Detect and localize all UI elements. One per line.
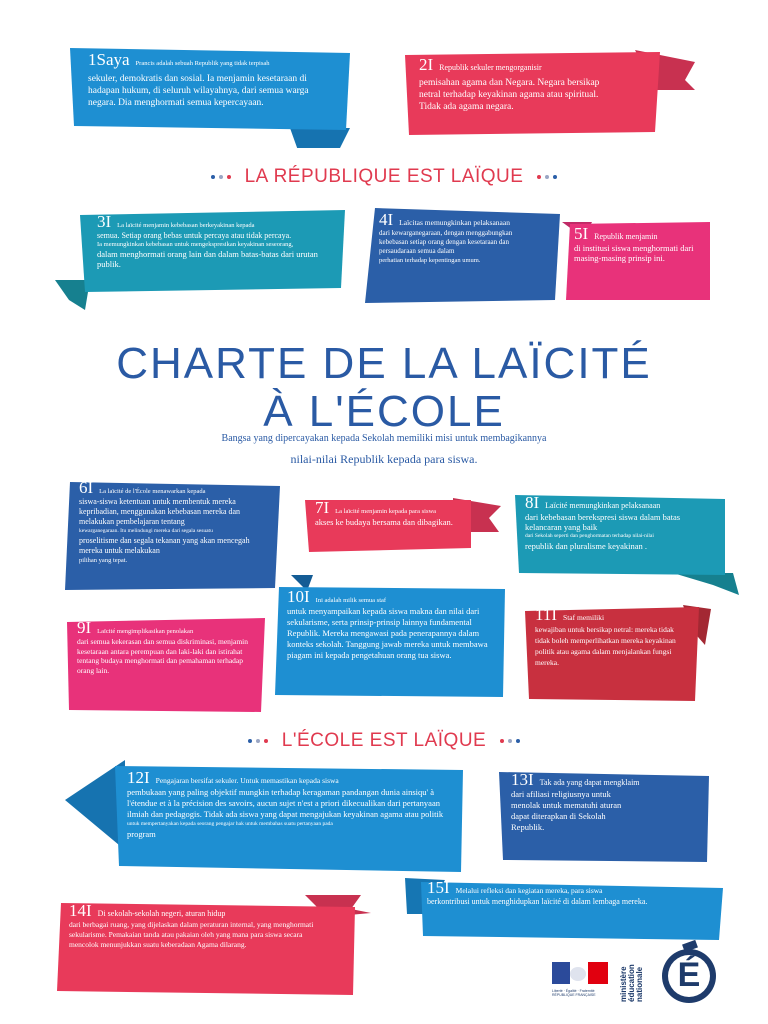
article-body: dari berbagai ruang, yang dijelaskan dalam peraturan internal, yang menghormati sekularisme. Pemakaian tanda atau pakaian oleh yang mana para siswa secara mencolok menunjukkan suatu keberadaan Agama dilarang. xyxy=(69,920,314,949)
article-body: dalam menghormati orang lain dan dalam batas-batas dari urutan publik. xyxy=(97,249,318,269)
article-lead: Staf memiliki xyxy=(563,613,605,622)
article-lead: La laïcité de l'École menawarkan kepada xyxy=(99,488,206,495)
article-lead: La laïcité menjamin kepada para siswa xyxy=(335,508,437,515)
article-2-ribbon xyxy=(405,55,665,135)
article-lead: Di sekolah-sekolah negeri, aturan hidup xyxy=(97,909,226,918)
section-heading-republique xyxy=(0,166,768,188)
dots-decoration xyxy=(498,730,522,752)
article-13 xyxy=(497,770,709,837)
article-small: perhatian terhadap kepentingan umum. xyxy=(379,257,481,264)
article-12 xyxy=(117,766,462,846)
article-1 xyxy=(70,48,350,115)
article-small: pilihan yang tepat. xyxy=(79,557,128,564)
article-number: 5I xyxy=(574,224,589,243)
article-number: 7I xyxy=(315,498,330,517)
rf-caption: Liberté · Égalité · Fraternité RÉPUBLIQUE FRANÇAISE xyxy=(552,989,596,997)
article-number: 11I xyxy=(535,605,558,624)
article-5-ribbon xyxy=(562,222,712,302)
dots-decoration xyxy=(246,730,270,752)
article-body: sekuler, demokratis dan sosial. Ia menjamin kesetaraan di hadapan hukum, di seluruh wilayahnya, dari semua warga negara. Dia menghormati semua kepercayaan. xyxy=(88,74,309,108)
article-7 xyxy=(303,498,471,531)
article-9-ribbon xyxy=(65,618,265,713)
article-15-ribbon xyxy=(405,878,725,940)
article-small: Ia memungkinkan kebebasan untuk mengekspresikan keyakinan seseorang, xyxy=(97,241,294,248)
article-body: di institusi siswa menghormati dari masing-masing prinsip ini. xyxy=(574,243,694,263)
article-lead: Prancis adalah sebuah Republik yang tidak terpisah xyxy=(135,60,270,67)
article-body: untuk menyampaikan kepada siswa makna dan nilai dari sekularisme, serta prinsip-prinsip lainnya fundamental Republik. Mereka mengawasi pada penerapannya dalam konteks sekolah. Tanggung jawab mereka untuk membawa piagam ini kepada pengetahuan orang tua siswa. xyxy=(287,606,488,660)
article-body: semua. Setiap orang bebas untuk percaya atau tidak percaya. xyxy=(97,231,292,240)
article-lead: Republik sekuler mengorganisir xyxy=(439,63,542,72)
article-4 xyxy=(365,208,555,271)
article-number: 8I xyxy=(525,493,540,512)
article-2 xyxy=(405,55,655,117)
article-6-ribbon xyxy=(65,478,280,593)
article-lead: Laïcitas memungkinkan pelaksanaan xyxy=(399,218,510,227)
article-7-ribbon xyxy=(303,498,498,553)
article-number: 1Saya xyxy=(88,50,130,69)
article-12-ribbon xyxy=(65,760,460,870)
article-11-ribbon xyxy=(523,605,698,705)
article-number: 6I xyxy=(79,478,94,497)
article-number: 15I xyxy=(427,878,450,897)
article-body: dari kebebasan berekspresi siswa dalam batas kelancaran yang baik xyxy=(525,512,681,532)
article-body: siswa-siswa ketentuan untuk membentuk mereka kepribadian, menggunakan kebebasan mereka dan melakukan pembelajaran tentang xyxy=(79,497,241,526)
article-6 xyxy=(65,478,280,569)
ministry-logo-icon xyxy=(660,938,718,1004)
article-body: proselitisme dan segala tekanan yang akan mencegah mereka untuk melakukan xyxy=(79,536,250,555)
article-body: pemisahan agama dan Negara. Negara bersikap netral terhadap keyakinan agama atau spiritual. Tidak ada agama negara. xyxy=(419,78,600,112)
title-line-2: À L'ÉCOLE xyxy=(263,387,505,436)
section-heading-ecole xyxy=(0,730,768,752)
article-body: dari afiliasi religiusnya untuk menolak untuk mematuhi aturan dapat diterapkan di Sekolah Republik. xyxy=(511,789,622,832)
article-3 xyxy=(85,210,345,275)
ministry-glyph: É xyxy=(677,956,701,994)
article-number: 3I xyxy=(97,212,112,231)
article-number: 4I xyxy=(379,210,394,229)
republique-francaise-logo xyxy=(552,962,608,997)
article-small: kewarganegaraan. Itu melindungi mereka dari segala sesuatu xyxy=(79,528,213,534)
article-body: dari kewarganegaraan, dengan menggabungkan kebebasan setiap orang dengan kesetaraan dan persaudaraan semua dalam xyxy=(379,229,513,255)
article-14 xyxy=(55,901,353,954)
article-13-ribbon xyxy=(497,770,712,865)
article-body: pembukaan yang paling objektif mungkin terhadap keragaman pandangan dunia ainsiqu' à l'étendue et à la précision des savoirs, aucun sujet n'est a priori dikecualikan dari pertanyaan ilmiah dan pedagogis. Tidak ada siswa yang dapat mengajukan keyakinan agama atau politik xyxy=(127,787,444,819)
article-10-ribbon xyxy=(273,575,505,700)
section-title: LA RÉPUBLIQUE EST LAÏQUE xyxy=(244,166,524,188)
article-15 xyxy=(419,878,719,911)
article-small: untuk mempertanyakan kepada seorang pengajar hak untuk membahas suatu pertanyaan pada xyxy=(127,821,333,827)
article-9 xyxy=(65,618,265,679)
article-number: 14I xyxy=(69,901,92,920)
article-1-ribbon xyxy=(70,48,350,138)
article-lead: Pengajaran bersifat sekuler. Untuk memastikan kepada siswa xyxy=(155,776,339,785)
page-title xyxy=(0,340,768,436)
article-number: 2I xyxy=(419,55,434,74)
article-body: republik dan pluralisme keyakinan . xyxy=(525,541,648,551)
french-flag-icon xyxy=(552,962,608,984)
article-small: dari Sekolah seperti dan penghormatan terhadap nilai-nilai xyxy=(525,533,654,539)
article-4-ribbon xyxy=(365,208,555,303)
article-8 xyxy=(513,493,725,555)
article-number: 10I xyxy=(287,587,310,606)
article-number: 9I xyxy=(77,618,92,637)
article-lead: Republik menjamin xyxy=(594,232,658,241)
ministry-name: ministère éducation nationale xyxy=(619,964,644,1002)
subtitle-line-2: nilai-nilai Republik kepada para siswa. xyxy=(290,452,478,466)
article-8-ribbon xyxy=(513,493,735,593)
dots-decoration xyxy=(209,166,233,188)
article-lead: Tak ada yang dapat mengklaim xyxy=(539,778,640,787)
article-body: program xyxy=(127,829,156,839)
article-lead: Melalui refleksi dan kegiatan mereka, para siswa xyxy=(455,886,603,895)
article-lead: Laïcité memungkinkan pelaksanaan xyxy=(545,501,661,510)
article-number: 13I xyxy=(511,770,534,789)
article-3-ribbon xyxy=(55,210,345,310)
article-body: kewajiban untuk bersikap netral: mereka tidak tidak boleh memperlihatkan mereka keyakinan politik atau agama dalam menjalankan fungsi mereka. xyxy=(535,625,676,667)
article-lead: La laïcité menjamin kebebasan berkeyakinan kepada xyxy=(117,222,255,229)
title-line-1: CHARTE DE LA LAÏCITÉ xyxy=(116,339,652,388)
article-5 xyxy=(562,222,710,269)
subtitle-line-1: Bangsa yang dipercayakan kepada Sekolah memiliki misi untuk membagikannya xyxy=(221,433,547,444)
article-body: akses ke budaya bersama dan dibagikan. xyxy=(315,517,453,527)
article-lead: Ini adalah milik semua staf xyxy=(315,597,387,604)
section-title: L'ÉCOLE EST LAÏQUE xyxy=(281,730,487,752)
article-11 xyxy=(523,605,699,672)
article-10 xyxy=(273,585,505,667)
article-body: dari semua kekerasan dan semua diskriminasi, menjamin kesetaraan antara perempuan dan laki-laki dan istirahat tentang budaya menghormati dan pemahaman terhadap orang lain. xyxy=(77,637,248,675)
article-lead: Laïcité mengimplikasikan penolakan xyxy=(97,628,194,635)
article-number: 12I xyxy=(127,768,150,787)
dots-decoration xyxy=(535,166,559,188)
article-14-ribbon xyxy=(55,895,360,995)
article-body: berkontribusi untuk menghidupkan laïcité di dalam lembaga mereka. xyxy=(427,897,648,906)
